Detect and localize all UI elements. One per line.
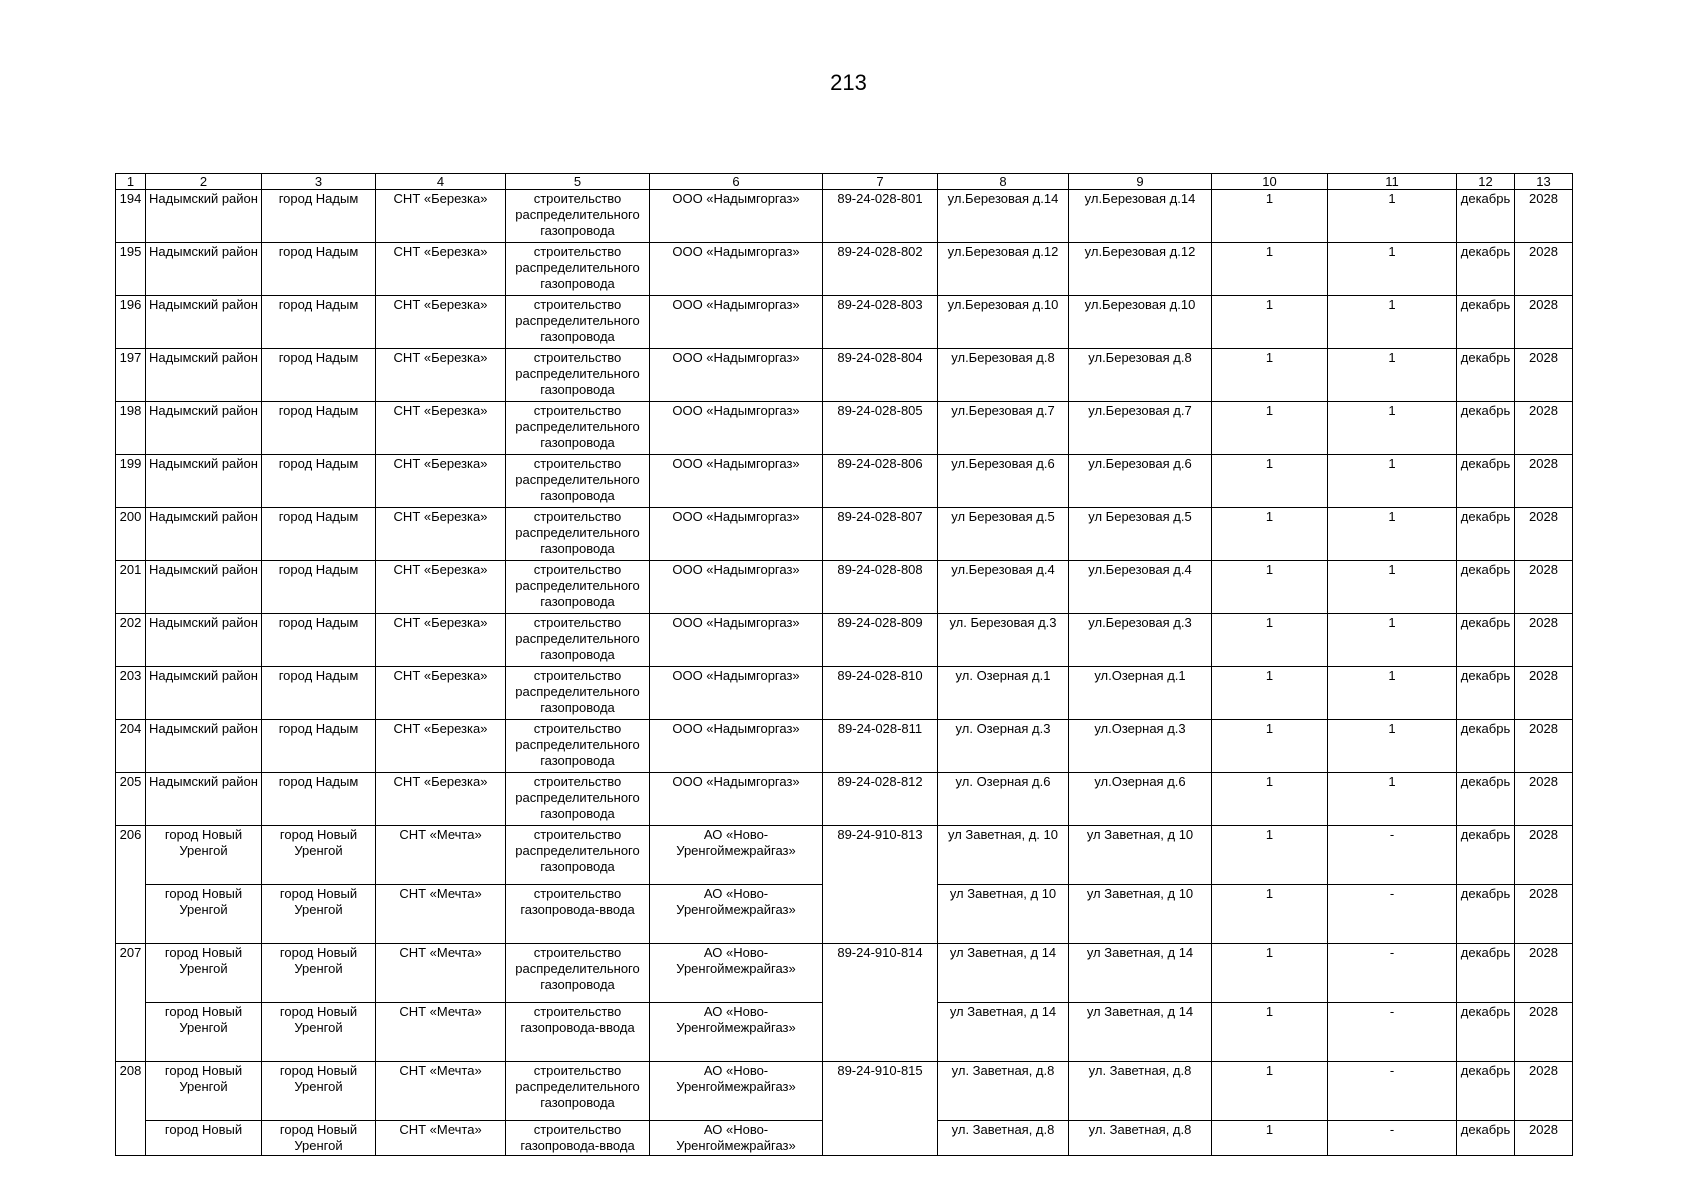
cell-month: декабрь — [1457, 190, 1515, 243]
cell-object-code — [823, 1003, 938, 1062]
cell-count-a: 1 — [1212, 349, 1328, 402]
cell-object-code: 89-24-028-812 — [823, 773, 938, 826]
cell-month: декабрь — [1457, 349, 1515, 402]
cell-address-to: ул Заветная, д 14 — [1069, 1003, 1212, 1062]
cell-settlement: город Надым — [262, 614, 376, 667]
cell-month: декабрь — [1457, 455, 1515, 508]
cell-settlement: город Новый Уренгой — [262, 885, 376, 944]
cell-settlement: город Надым — [262, 720, 376, 773]
cell-count-a: 1 — [1212, 561, 1328, 614]
cell-settlement: город Надым — [262, 455, 376, 508]
cell-district: Надымский район — [146, 561, 262, 614]
cell-address-from: ул Заветная, д 14 — [938, 1003, 1069, 1062]
table-row — [116, 614, 1573, 667]
cell-garden-association: СНТ «Мечта» — [376, 826, 506, 885]
cell-garden-association: СНТ «Березка» — [376, 508, 506, 561]
cell-work-type: строительство распределительного газопровода — [506, 243, 650, 296]
cell-object-code: 89-24-028-801 — [823, 190, 938, 243]
cell-district: Надымский район — [146, 349, 262, 402]
column-number: 11 — [1328, 174, 1457, 190]
cell-count-a: 1 — [1212, 1003, 1328, 1062]
column-number: 3 — [262, 174, 376, 190]
cell-object-code: 89-24-028-803 — [823, 296, 938, 349]
cell-count-b: 1 — [1328, 455, 1457, 508]
column-number: 4 — [376, 174, 506, 190]
cell-district: Надымский район — [146, 402, 262, 455]
cell-year: 2028 — [1515, 1003, 1573, 1062]
cell-work-type: строительство распределительного газопровода — [506, 614, 650, 667]
cell-count-a: 1 — [1212, 667, 1328, 720]
cell-district: Надымский район — [146, 190, 262, 243]
cell-settlement: город Надым — [262, 349, 376, 402]
cell-row-number: 194 — [116, 190, 146, 243]
cell-address-to: ул.Березовая д.6 — [1069, 455, 1212, 508]
cell-organization: ООО «Надымгоргаз» — [650, 296, 823, 349]
cell-row-number: 203 — [116, 667, 146, 720]
cell-object-code: 89-24-028-805 — [823, 402, 938, 455]
cell-address-from: ул. Заветная, д.8 — [938, 1062, 1069, 1121]
cell-object-code: 89-24-028-806 — [823, 455, 938, 508]
cell-month: декабрь — [1457, 1062, 1515, 1121]
cell-year: 2028 — [1515, 1121, 1573, 1156]
cell-address-from: ул. Озерная д.1 — [938, 667, 1069, 720]
cell-row-number: 202 — [116, 614, 146, 667]
table-row — [116, 720, 1573, 773]
cell-district: Надымский район — [146, 720, 262, 773]
cell-row-number: 199 — [116, 455, 146, 508]
cell-row-number — [116, 885, 146, 944]
cell-row-number: 195 — [116, 243, 146, 296]
cell-object-code: 89-24-028-811 — [823, 720, 938, 773]
cell-settlement: город Новый Уренгой — [262, 944, 376, 1003]
cell-month: декабрь — [1457, 720, 1515, 773]
cell-object-code: 89-24-910-814 — [823, 944, 938, 1003]
column-number: 10 — [1212, 174, 1328, 190]
table-row — [116, 826, 1573, 885]
table-row — [116, 349, 1573, 402]
cell-address-from: ул. Озерная д.3 — [938, 720, 1069, 773]
cell-work-type: строительство распределительного газопровода — [506, 1062, 650, 1121]
table-row — [116, 667, 1573, 720]
cell-settlement: город Надым — [262, 561, 376, 614]
column-number: 2 — [146, 174, 262, 190]
cell-year: 2028 — [1515, 885, 1573, 944]
cell-district: Надымский район — [146, 667, 262, 720]
table-body — [116, 174, 1573, 1156]
cell-work-type: строительство распределительного газопровода — [506, 773, 650, 826]
table-row — [116, 1121, 1573, 1156]
cell-organization: ООО «Надымгоргаз» — [650, 455, 823, 508]
cell-address-from: ул.Березовая д.7 — [938, 402, 1069, 455]
cell-year: 2028 — [1515, 190, 1573, 243]
cell-year: 2028 — [1515, 826, 1573, 885]
cell-count-b: 1 — [1328, 508, 1457, 561]
table-row — [116, 243, 1573, 296]
cell-year: 2028 — [1515, 720, 1573, 773]
cell-organization: ООО «Надымгоргаз» — [650, 243, 823, 296]
cell-month: декабрь — [1457, 1121, 1515, 1156]
cell-count-b: 1 — [1328, 614, 1457, 667]
cell-address-from: ул.Березовая д.8 — [938, 349, 1069, 402]
cell-organization: ООО «Надымгоргаз» — [650, 720, 823, 773]
cell-district: город Новый — [146, 1121, 262, 1156]
cell-address-from: ул. Озерная д.6 — [938, 773, 1069, 826]
cell-month: декабрь — [1457, 508, 1515, 561]
cell-count-b: - — [1328, 826, 1457, 885]
cell-address-from: ул Березовая д.5 — [938, 508, 1069, 561]
cell-settlement: город Надым — [262, 402, 376, 455]
cell-year: 2028 — [1515, 667, 1573, 720]
column-number: 1 — [116, 174, 146, 190]
column-number: 5 — [506, 174, 650, 190]
cell-month: декабрь — [1457, 1003, 1515, 1062]
cell-count-b: 1 — [1328, 243, 1457, 296]
cell-work-type: строительство распределительного газопровода — [506, 349, 650, 402]
cell-work-type: строительство распределительного газопровода — [506, 402, 650, 455]
cell-garden-association: СНТ «Мечта» — [376, 1003, 506, 1062]
cell-organization: ООО «Надымгоргаз» — [650, 614, 823, 667]
cell-row-number — [116, 1003, 146, 1062]
table-row — [116, 561, 1573, 614]
cell-address-from: ул. Березовая д.3 — [938, 614, 1069, 667]
cell-address-to: ул Заветная, д 10 — [1069, 826, 1212, 885]
table-row — [116, 508, 1573, 561]
cell-object-code: 89-24-028-810 — [823, 667, 938, 720]
cell-month: декабрь — [1457, 667, 1515, 720]
cell-count-b: - — [1328, 1121, 1457, 1156]
cell-year: 2028 — [1515, 773, 1573, 826]
cell-work-type: строительство газопровода-ввода — [506, 1003, 650, 1062]
cell-organization: АО «Ново-Уренгоймежрайгаз» — [650, 826, 823, 885]
cell-settlement: город Новый Уренгой — [262, 1003, 376, 1062]
cell-count-a: 1 — [1212, 614, 1328, 667]
cell-row-number: 197 — [116, 349, 146, 402]
cell-organization: АО «Ново-Уренгоймежрайгаз» — [650, 1003, 823, 1062]
cell-organization: ООО «Надымгоргаз» — [650, 508, 823, 561]
table-row — [116, 1003, 1573, 1062]
cell-organization: ООО «Надымгоргаз» — [650, 561, 823, 614]
cell-year: 2028 — [1515, 455, 1573, 508]
cell-count-a: 1 — [1212, 773, 1328, 826]
cell-object-code: 89-24-028-809 — [823, 614, 938, 667]
cell-row-number — [116, 1121, 146, 1156]
cell-address-to: ул.Озерная д.6 — [1069, 773, 1212, 826]
table-row — [116, 190, 1573, 243]
cell-settlement: город Надым — [262, 773, 376, 826]
cell-row-number: 208 — [116, 1062, 146, 1121]
cell-month: декабрь — [1457, 773, 1515, 826]
cell-address-to: ул Заветная, д 10 — [1069, 885, 1212, 944]
cell-count-a: 1 — [1212, 455, 1328, 508]
cell-work-type: строительство распределительного газопровода — [506, 826, 650, 885]
cell-month: декабрь — [1457, 243, 1515, 296]
cell-address-to: ул.Березовая д.4 — [1069, 561, 1212, 614]
cell-address-from: ул Заветная, д 14 — [938, 944, 1069, 1003]
cell-object-code — [823, 885, 938, 944]
cell-garden-association: СНТ «Мечта» — [376, 944, 506, 1003]
cell-address-from: ул.Березовая д.10 — [938, 296, 1069, 349]
cell-work-type: строительство распределительного газопровода — [506, 190, 650, 243]
cell-work-type: строительство распределительного газопровода — [506, 561, 650, 614]
cell-address-to: ул. Заветная, д.8 — [1069, 1062, 1212, 1121]
cell-work-type: строительство распределительного газопровода — [506, 455, 650, 508]
register-table — [115, 173, 1573, 1156]
cell-row-number: 206 — [116, 826, 146, 885]
cell-district: Надымский район — [146, 508, 262, 561]
cell-month: декабрь — [1457, 561, 1515, 614]
cell-object-code: 89-24-028-807 — [823, 508, 938, 561]
cell-count-a: 1 — [1212, 508, 1328, 561]
cell-count-a: 1 — [1212, 190, 1328, 243]
cell-work-type: строительство распределительного газопровода — [506, 296, 650, 349]
cell-address-from: ул.Березовая д.6 — [938, 455, 1069, 508]
cell-object-code: 89-24-910-815 — [823, 1062, 938, 1121]
cell-address-to: ул.Березовая д.3 — [1069, 614, 1212, 667]
cell-year: 2028 — [1515, 561, 1573, 614]
cell-count-a: 1 — [1212, 1121, 1328, 1156]
cell-address-to: ул.Березовая д.8 — [1069, 349, 1212, 402]
cell-district: Надымский район — [146, 773, 262, 826]
cell-address-from: ул. Заветная, д.8 — [938, 1121, 1069, 1156]
cell-year: 2028 — [1515, 614, 1573, 667]
cell-work-type: строительство газопровода-ввода — [506, 1121, 650, 1156]
cell-count-a: 1 — [1212, 944, 1328, 1003]
cell-garden-association: СНТ «Мечта» — [376, 885, 506, 944]
cell-garden-association: СНТ «Березка» — [376, 402, 506, 455]
table-row — [116, 944, 1573, 1003]
cell-count-b: - — [1328, 885, 1457, 944]
cell-row-number: 198 — [116, 402, 146, 455]
cell-settlement: город Надым — [262, 243, 376, 296]
cell-count-b: 1 — [1328, 561, 1457, 614]
cell-count-b: 1 — [1328, 773, 1457, 826]
cell-garden-association: СНТ «Березка» — [376, 296, 506, 349]
cell-address-to: ул Березовая д.5 — [1069, 508, 1212, 561]
cell-address-to: ул.Березовая д.7 — [1069, 402, 1212, 455]
cell-district: Надымский район — [146, 243, 262, 296]
cell-organization: ООО «Надымгоргаз» — [650, 402, 823, 455]
column-number: 13 — [1515, 174, 1573, 190]
cell-count-b: - — [1328, 944, 1457, 1003]
cell-year: 2028 — [1515, 349, 1573, 402]
cell-row-number: 204 — [116, 720, 146, 773]
cell-organization: АО «Ново-Уренгоймежрайгаз» — [650, 1121, 823, 1156]
cell-district: город Новый Уренгой — [146, 1062, 262, 1121]
table-row — [116, 296, 1573, 349]
cell-organization: ООО «Надымгоргаз» — [650, 190, 823, 243]
cell-count-a: 1 — [1212, 720, 1328, 773]
cell-organization: ООО «Надымгоргаз» — [650, 667, 823, 720]
cell-count-a: 1 — [1212, 885, 1328, 944]
cell-address-from: ул.Березовая д.4 — [938, 561, 1069, 614]
table-row — [116, 1062, 1573, 1121]
cell-row-number: 205 — [116, 773, 146, 826]
table-row — [116, 773, 1573, 826]
cell-garden-association: СНТ «Березка» — [376, 349, 506, 402]
cell-address-to: ул.Березовая д.12 — [1069, 243, 1212, 296]
cell-settlement: город Надым — [262, 667, 376, 720]
cell-year: 2028 — [1515, 944, 1573, 1003]
cell-month: декабрь — [1457, 402, 1515, 455]
cell-count-b: 1 — [1328, 720, 1457, 773]
cell-address-to: ул. Заветная, д.8 — [1069, 1121, 1212, 1156]
cell-row-number: 207 — [116, 944, 146, 1003]
cell-garden-association: СНТ «Березка» — [376, 614, 506, 667]
table-row — [116, 455, 1573, 508]
cell-organization: АО «Ново-Уренгоймежрайгаз» — [650, 1062, 823, 1121]
cell-row-number: 201 — [116, 561, 146, 614]
cell-work-type: строительство распределительного газопровода — [506, 944, 650, 1003]
cell-settlement: город Надым — [262, 508, 376, 561]
cell-district: Надымский район — [146, 455, 262, 508]
cell-count-b: - — [1328, 1062, 1457, 1121]
cell-garden-association: СНТ «Березка» — [376, 561, 506, 614]
cell-row-number: 196 — [116, 296, 146, 349]
column-number: 12 — [1457, 174, 1515, 190]
cell-object-code: 89-24-028-804 — [823, 349, 938, 402]
cell-settlement: город Новый Уренгой — [262, 826, 376, 885]
column-number: 7 — [823, 174, 938, 190]
cell-year: 2028 — [1515, 296, 1573, 349]
cell-address-to: ул.Березовая д.14 — [1069, 190, 1212, 243]
cell-count-b: 1 — [1328, 349, 1457, 402]
cell-organization: АО «Ново-Уренгоймежрайгаз» — [650, 944, 823, 1003]
cell-address-from: ул.Березовая д.14 — [938, 190, 1069, 243]
cell-count-a: 1 — [1212, 243, 1328, 296]
cell-garden-association: СНТ «Березка» — [376, 773, 506, 826]
cell-month: декабрь — [1457, 826, 1515, 885]
cell-settlement: город Надым — [262, 190, 376, 243]
cell-garden-association: СНТ «Березка» — [376, 667, 506, 720]
cell-district: Надымский район — [146, 614, 262, 667]
table-row — [116, 885, 1573, 944]
cell-garden-association: СНТ «Березка» — [376, 243, 506, 296]
cell-month: декабрь — [1457, 944, 1515, 1003]
cell-month: декабрь — [1457, 614, 1515, 667]
cell-organization: ООО «Надымгоргаз» — [650, 773, 823, 826]
cell-row-number: 200 — [116, 508, 146, 561]
page-number: 213 — [830, 70, 867, 95]
cell-count-b: - — [1328, 1003, 1457, 1062]
cell-address-to: ул.Березовая д.10 — [1069, 296, 1212, 349]
cell-organization: АО «Ново-Уренгоймежрайгаз» — [650, 885, 823, 944]
cell-district: город Новый Уренгой — [146, 944, 262, 1003]
cell-settlement: город Надым — [262, 296, 376, 349]
cell-count-b: 1 — [1328, 402, 1457, 455]
cell-year: 2028 — [1515, 1062, 1573, 1121]
cell-district: город Новый Уренгой — [146, 885, 262, 944]
cell-work-type: строительство распределительного газопровода — [506, 508, 650, 561]
column-number-row — [116, 174, 1573, 190]
cell-year: 2028 — [1515, 508, 1573, 561]
cell-settlement: город Новый Уренгой — [262, 1062, 376, 1121]
cell-district: Надымский район — [146, 296, 262, 349]
cell-count-b: 1 — [1328, 667, 1457, 720]
cell-count-b: 1 — [1328, 190, 1457, 243]
cell-year: 2028 — [1515, 243, 1573, 296]
cell-count-a: 1 — [1212, 1062, 1328, 1121]
cell-count-b: 1 — [1328, 296, 1457, 349]
cell-object-code — [823, 1121, 938, 1156]
cell-work-type: строительство распределительного газопровода — [506, 667, 650, 720]
cell-count-a: 1 — [1212, 826, 1328, 885]
cell-work-type: строительство газопровода-ввода — [506, 885, 650, 944]
cell-month: декабрь — [1457, 885, 1515, 944]
cell-garden-association: СНТ «Мечта» — [376, 1062, 506, 1121]
column-number: 9 — [1069, 174, 1212, 190]
cell-month: декабрь — [1457, 296, 1515, 349]
cell-object-code: 89-24-028-802 — [823, 243, 938, 296]
cell-count-a: 1 — [1212, 402, 1328, 455]
cell-address-from: ул.Березовая д.12 — [938, 243, 1069, 296]
cell-garden-association: СНТ «Мечта» — [376, 1121, 506, 1156]
cell-address-from: ул Заветная, д 10 — [938, 885, 1069, 944]
cell-address-to: ул Заветная, д 14 — [1069, 944, 1212, 1003]
cell-address-to: ул.Озерная д.3 — [1069, 720, 1212, 773]
cell-garden-association: СНТ «Березка» — [376, 720, 506, 773]
cell-address-to: ул.Озерная д.1 — [1069, 667, 1212, 720]
cell-settlement: город Новый Уренгой — [262, 1121, 376, 1156]
cell-organization: ООО «Надымгоргаз» — [650, 349, 823, 402]
cell-object-code: 89-24-028-808 — [823, 561, 938, 614]
column-number: 6 — [650, 174, 823, 190]
cell-year: 2028 — [1515, 402, 1573, 455]
column-number: 8 — [938, 174, 1069, 190]
cell-count-a: 1 — [1212, 296, 1328, 349]
cell-district: город Новый Уренгой — [146, 826, 262, 885]
cell-garden-association: СНТ «Березка» — [376, 455, 506, 508]
cell-address-from: ул Заветная, д. 10 — [938, 826, 1069, 885]
cell-district: город Новый Уренгой — [146, 1003, 262, 1062]
cell-work-type: строительство распределительного газопровода — [506, 720, 650, 773]
cell-object-code: 89-24-910-813 — [823, 826, 938, 885]
cell-garden-association: СНТ «Березка» — [376, 190, 506, 243]
table-row — [116, 402, 1573, 455]
